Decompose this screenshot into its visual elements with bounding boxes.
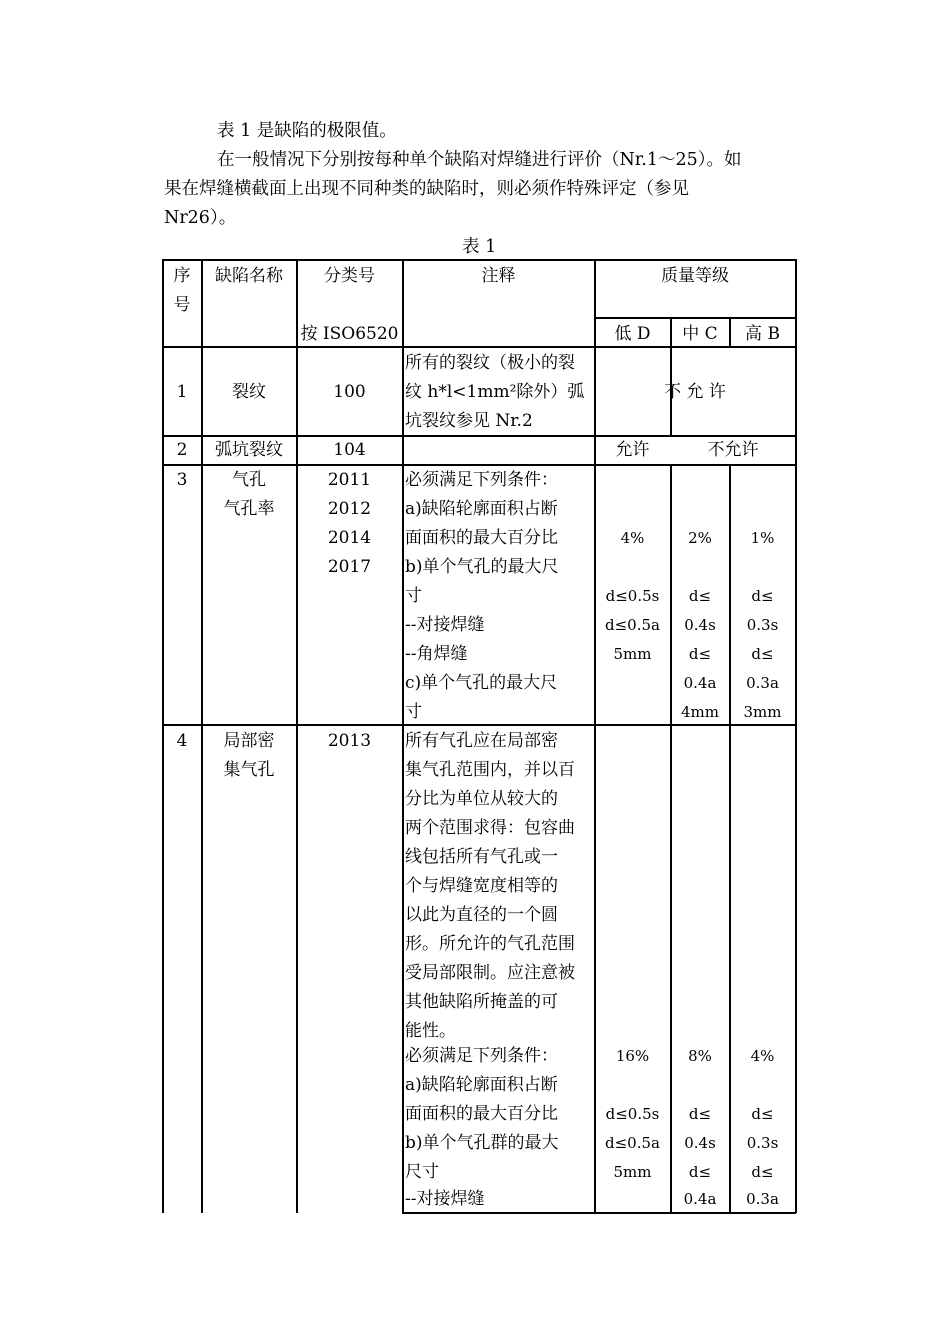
row4-low-value: 16% (615, 1047, 650, 1065)
row4-high-value: 0.3s (746, 1134, 779, 1152)
row4-note-line: a)缺陷轮廓面积占断 (405, 1075, 558, 1095)
row4-note-line: 面面积的最大百分比 (405, 1104, 558, 1124)
row4-mid-value: 8% (688, 1047, 712, 1065)
row1-quality: 不 允 许 (664, 382, 726, 402)
row4-name-line: 局部密 (223, 731, 275, 751)
row4-low-value: d≤0.5s (605, 1105, 660, 1123)
intro-paragraph-2-line-3: Nr26）。 (164, 208, 237, 228)
header-no-char-2: 号 (173, 295, 191, 315)
row4-note-line: 必须满足下列条件： (405, 1046, 558, 1066)
row3-high-value: 0.3a (746, 674, 779, 692)
row4-note-line: 能性。 (405, 1021, 456, 1041)
row3-note-line: --对接焊缝 (405, 615, 485, 635)
row2-name: 弧坑裂纹 (215, 440, 283, 460)
row3-code: 2017 (327, 557, 372, 577)
row3-note-line: a)缺陷轮廓面积占断 (405, 499, 558, 519)
row4-note-line: 所有气孔应在局部密 (405, 731, 558, 751)
row3-note-line: 寸 (405, 702, 422, 722)
header-quality-mid: 中 C (682, 324, 718, 344)
row4-high-value: d≤ (751, 1163, 774, 1181)
row4-note-line: 两个范围求得：包容曲 (405, 818, 575, 838)
row4-note-line: b)单个气孔群的最大 (405, 1133, 559, 1153)
row3-name-line: 气孔 (232, 470, 266, 490)
row4-note-line: 线包括所有气孔或一 (405, 847, 558, 867)
row4-note-line: --对接焊缝 (405, 1189, 485, 1209)
row3-high-value: 1% (750, 529, 775, 547)
row3-note-line: 必须满足下列条件： (405, 470, 558, 490)
row3-note-line: b)单个气孔的最大尺 (405, 557, 559, 577)
row4-mid-value: 0.4a (683, 1190, 717, 1208)
row1-name: 裂纹 (232, 382, 266, 402)
row4-high-value: 4% (750, 1047, 775, 1065)
row3-mid-value: 4mm (681, 703, 719, 721)
row3-no: 3 (176, 470, 188, 490)
row4-name-line: 集气孔 (223, 760, 275, 780)
row4-low-value: d≤0.5a (605, 1134, 660, 1152)
row3-note-line: c)单个气孔的最大尺 (405, 673, 558, 693)
row3-name-line: 气孔率 (223, 499, 275, 519)
row4-low-value: 5mm (613, 1163, 652, 1181)
row4-mid-value: d≤ (688, 1163, 712, 1181)
row3-mid-value: d≤ (688, 645, 712, 663)
row4-note-line: 分比为单位从较大的 (405, 789, 558, 809)
row1-note-line: 纹 h*l<1mm²除外）弧 (405, 382, 585, 402)
header-no-char-1: 序 (173, 266, 191, 286)
row4-no: 4 (176, 731, 188, 751)
row4-mid-value: 0.4s (684, 1134, 716, 1152)
header-quality-high: 高 B (745, 324, 780, 344)
header-class-number: 分类号 (324, 266, 375, 286)
intro-paragraph-2-line-2: 果在焊缝横截面上出现不同种类的缺陷时，则必须作特殊评定（参见 (164, 179, 689, 199)
row4-code: 2013 (327, 731, 372, 751)
row3-mid-value: 2% (688, 529, 712, 547)
row4-note-line: 以此为直径的一个圆 (405, 905, 558, 925)
intro-paragraph-1: 表 1 是缺陷的极限值。 (217, 121, 397, 141)
row1-note-line: 所有的裂纹（极小的裂 (405, 353, 575, 373)
row2-quality-low: 允许 (615, 440, 650, 460)
table-border-right (795, 259, 797, 1213)
row3-low-value: d≤0.5a (605, 616, 660, 634)
row3-mid-value: 0.4a (683, 674, 717, 692)
row2-code: 104 (333, 440, 366, 460)
row3-high-value: 0.3s (746, 616, 779, 634)
row2-quality-mid-high: 不允许 (707, 440, 759, 460)
header-defect-name: 缺陷名称 (215, 266, 283, 286)
intro-paragraph-2-line-1: 在一般情况下分别按每种单个缺陷对焊缝进行评价（Nr.1～25）。如 (217, 150, 742, 170)
row3-note-line: --角焊缝 (405, 644, 468, 664)
row3-code: 2014 (327, 528, 372, 548)
row4-note-line: 受局部限制。应注意被 (405, 963, 575, 983)
col-divider-3 (402, 259, 404, 1213)
row1-no: 1 (176, 382, 188, 402)
quality-subheader-line (594, 317, 796, 319)
row3-note-line: 面面积的最大百分比 (405, 528, 558, 548)
header-class-standard: 按 ISO6520 (300, 324, 399, 344)
row4-note-line: 集气孔范围内，并以百 (405, 760, 575, 780)
row4-note-line: 其他缺陷所掩盖的可 (405, 992, 558, 1012)
row3-low-value: d≤0.5s (605, 587, 660, 605)
row3-code: 2011 (327, 470, 372, 490)
row3-high-value: d≤ (751, 645, 774, 663)
header-quality-level: 质量等级 (661, 266, 729, 286)
row1-note-line: 坑裂纹参见 Nr.2 (405, 411, 533, 431)
row3-code: 2012 (327, 499, 372, 519)
row4-high-value: 0.3a (746, 1190, 779, 1208)
row3-mid-value: d≤ (688, 587, 712, 605)
row3-low-value: 5mm (613, 645, 652, 663)
row4-mid-value: d≤ (688, 1105, 712, 1123)
row4-note-line: 形。所允许的气孔范围 (405, 934, 575, 954)
row3-mid-value: 0.4s (684, 616, 716, 634)
row2-no: 2 (176, 440, 188, 460)
header-note: 注释 (481, 266, 516, 286)
table-caption: 表 1 (462, 237, 497, 257)
row4-note-line: 个与焊缝宽度相等的 (405, 876, 558, 896)
row1-code: 100 (333, 382, 366, 402)
table-border-top (162, 259, 796, 261)
header-quality-low: 低 D (614, 324, 651, 344)
row3-low-value: 4% (620, 529, 645, 547)
row3-note-line: 寸 (405, 586, 422, 606)
row3-high-value: d≤ (751, 587, 774, 605)
row4-note-line: 尺寸 (405, 1162, 439, 1182)
row4-high-value: d≤ (751, 1105, 774, 1123)
row3-high-value: 3mm (743, 703, 782, 721)
